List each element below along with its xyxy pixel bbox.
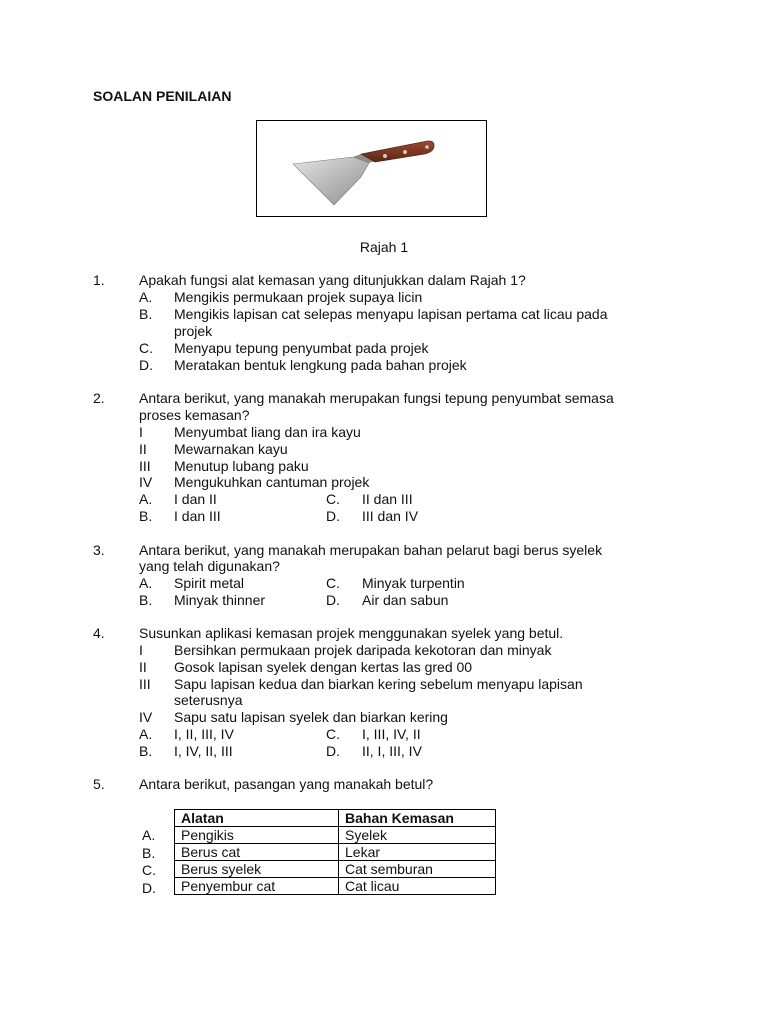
table-cell: Lekar [339,844,496,861]
option-letter: C. [142,862,156,878]
question-stem: Apakah fungsi alat kemasan yang ditunjukkan dalam Rajah 1? [139,272,526,288]
question-stem: proses kemasan? [139,407,250,423]
figure-caption: Rajah 1 [359,239,409,255]
option-letter: D. [142,880,156,896]
question-stem: Antara berikut, yang manakah merupakan fungsi tepung penyumbat semasa [139,390,614,406]
table-cell: Penyembur cat [175,878,339,895]
statement-text: Menyumbat liang dan ira kayu [174,424,361,440]
table-cell: Berus cat [175,844,339,861]
option-text: Mengikis lapisan cat selepas menyapu lapisan pertama cat licau pada [174,306,608,322]
question-stem: yang telah digunakan? [139,558,280,574]
option-letter: B. [139,743,153,759]
question-number: 2. [93,390,105,406]
table-cell: Berus syelek [175,861,339,878]
statement-roman: II [139,441,147,457]
statement-text: Sapu lapisan kedua dan biarkan kering sebelum menyapu lapisan [174,676,583,692]
option-letter: A. [139,289,153,305]
statement-roman: III [139,676,151,692]
option-letter: A. [139,575,153,591]
page-title: SOALAN PENILAIAN [93,88,232,104]
table-cell: Cat licau [339,878,496,895]
statement-roman: II [139,659,147,675]
option-letter: B. [142,845,156,861]
option-letter: B. [139,508,153,524]
option-text: I, III, IV, II [362,726,421,742]
statement-roman: III [139,458,151,474]
table-cell: Cat semburan [339,861,496,878]
table-cell: Syelek [339,827,496,844]
question-stem: Antara berikut, pasangan yang manakah betul? [139,776,434,792]
table-cell: Pengikis [175,827,339,844]
option-letter: D. [326,592,340,608]
figure-frame [256,120,487,217]
option-text: I dan III [174,508,221,524]
option-letter: A. [139,726,153,742]
statement-text: Menutup lubang paku [174,458,309,474]
statement-text: seterusnya [174,692,243,708]
option-letter: C. [326,491,340,507]
statement-text: Sapu satu lapisan syelek dan biarkan kering [174,709,448,725]
option-text: Menyapu tepung penyumbat pada projek [174,340,429,356]
scraper-image [257,121,488,218]
statement-roman: IV [139,709,153,725]
option-letter: B. [139,306,153,322]
statement-roman: IV [139,474,153,490]
table-row [175,878,496,895]
option-text: I, IV, II, III [174,743,233,759]
option-letter: C. [326,726,340,742]
option-text: Spirit metal [174,575,245,591]
pairing-table [174,809,496,895]
statement-roman: I [139,424,143,440]
option-letter: A. [139,491,153,507]
option-text: II, I, III, IV [362,743,422,759]
table-row [175,861,496,878]
table-header: Alatan [175,810,339,827]
option-text: Minyak thinner [174,592,266,608]
option-text: Meratakan bentuk lengkung pada bahan projek [174,357,467,373]
option-letter: C. [139,340,153,356]
option-text: II dan III [362,491,413,507]
table-header-row [175,810,496,827]
statement-text: Mengukuhkan cantuman projek [174,474,370,490]
statement-text: Mewarnakan kayu [174,441,288,457]
option-text: Mengikis permukaan projek supaya licin [174,289,423,305]
question-number: 1. [93,272,105,288]
option-text: I, II, III, IV [174,726,234,742]
statement-text: Gosok lapisan syelek dengan kertas las gred 00 [174,659,473,675]
table-row [175,827,496,844]
option-letter: A. [142,827,156,843]
question-number: 4. [93,625,105,641]
option-text: I dan II [174,491,217,507]
table-header: Bahan Kemasan [339,810,496,827]
option-letter: B. [139,592,153,608]
question-stem: Antara berikut, yang manakah merupakan bahan pelarut bagi berus syelek [139,542,603,558]
option-text: Minyak turpentin [362,575,465,591]
option-letter: D. [326,508,340,524]
question-stem: Susunkan aplikasi kemasan projek menggunakan syelek yang betul. [139,625,564,641]
question-number: 3. [93,542,105,558]
statement-roman: I [139,642,143,658]
statement-text: Bersihkan permukaan projek daripada kekotoran dan minyak [174,642,552,658]
option-text: projek [174,323,213,339]
question-number: 5. [93,776,105,792]
option-letter: C. [326,575,340,591]
table-row [175,844,496,861]
option-text: Air dan sabun [362,592,449,608]
option-text: III dan IV [362,508,419,524]
option-letter: D. [139,357,153,373]
option-letter: D. [326,743,340,759]
